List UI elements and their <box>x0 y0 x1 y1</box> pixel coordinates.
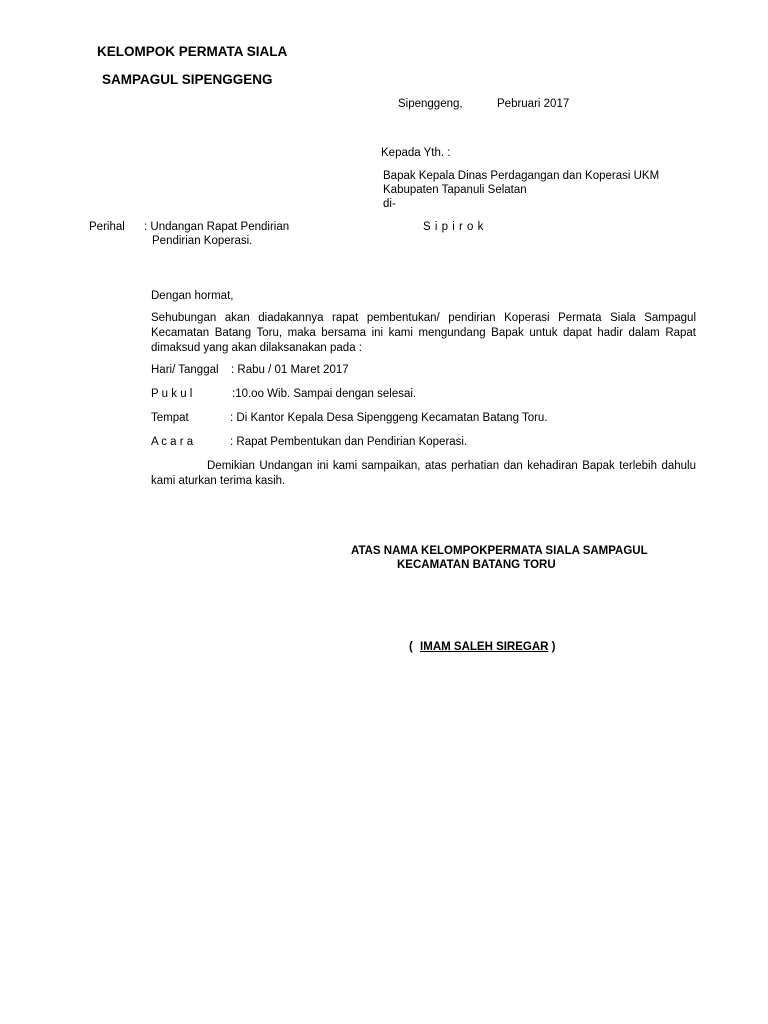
salutation: Dengan hormat, <box>151 290 234 302</box>
letter-date: Pebruari 2017 <box>497 98 570 110</box>
subject-value-line1: : Undangan Rapat Pendirian <box>144 221 290 233</box>
closing-paragraph: Demikian Undangan ini kami sampaikan, atas perhatian dan kehadiran Bapak terlebih dahulu kami aturkan terima kasih. <box>151 460 696 487</box>
recipient-line3: di- <box>383 198 396 210</box>
subject-value-line2: Pendirian Koperasi. <box>152 235 253 247</box>
recipient-greeting: Kepada Yth. : <box>381 147 451 159</box>
detail-label-date: Hari/ Tanggal <box>151 364 219 376</box>
body-paragraph: Sehubungan akan diadakannya rapat pembentukan/ pendirian Koperasi Permata Siala Sampagul Kecamatan Batang Toru, maka bersama ini kami mengundang Bapak untuk dapat hadir dalam Rapat dimaksud yang akan dilaksanakan pada : <box>151 312 696 354</box>
date-place: Sipenggeng, <box>398 98 463 110</box>
detail-label-place: Tempat <box>151 412 189 424</box>
recipient-line1: Bapak Kepala Dinas Perdagangan dan Koperasi UKM <box>383 170 660 182</box>
signatory <box>409 641 556 653</box>
detail-value-agenda: : Rapat Pembentukan dan Pendirian Koperasi. <box>230 436 468 448</box>
signatory-close-paren: ) <box>551 641 556 653</box>
org-name-line1: KELOMPOK PERMATA SIALA <box>97 44 288 59</box>
signatory-name: IMAM SALEH SIREGAR <box>420 641 549 653</box>
signature-line1: ATAS NAMA KELOMPOKPERMATA SIALA SAMPAGUL <box>351 545 648 557</box>
detail-label-agenda: A c a r a <box>151 436 194 448</box>
subject-label: Perihal <box>89 221 125 233</box>
signature-line2: KECAMATAN BATANG TORU <box>397 559 556 571</box>
org-name-line2: SAMPAGUL SIPENGGENG <box>102 72 273 87</box>
recipient-city: S i p i r o k <box>423 221 484 233</box>
recipient-line2: Kabupaten Tapanuli Selatan <box>383 184 527 196</box>
detail-value-date: : Rabu / 01 Maret 2017 <box>231 364 349 376</box>
signatory-open-paren: ( <box>409 641 413 653</box>
detail-value-place: : Di Kantor Kepala Desa Sipenggeng Kecamatan Batang Toru. <box>230 412 548 424</box>
detail-value-time: :10.oo Wib. Sampai dengan selesai. <box>232 388 417 400</box>
detail-label-time: P u k u l <box>151 388 193 400</box>
